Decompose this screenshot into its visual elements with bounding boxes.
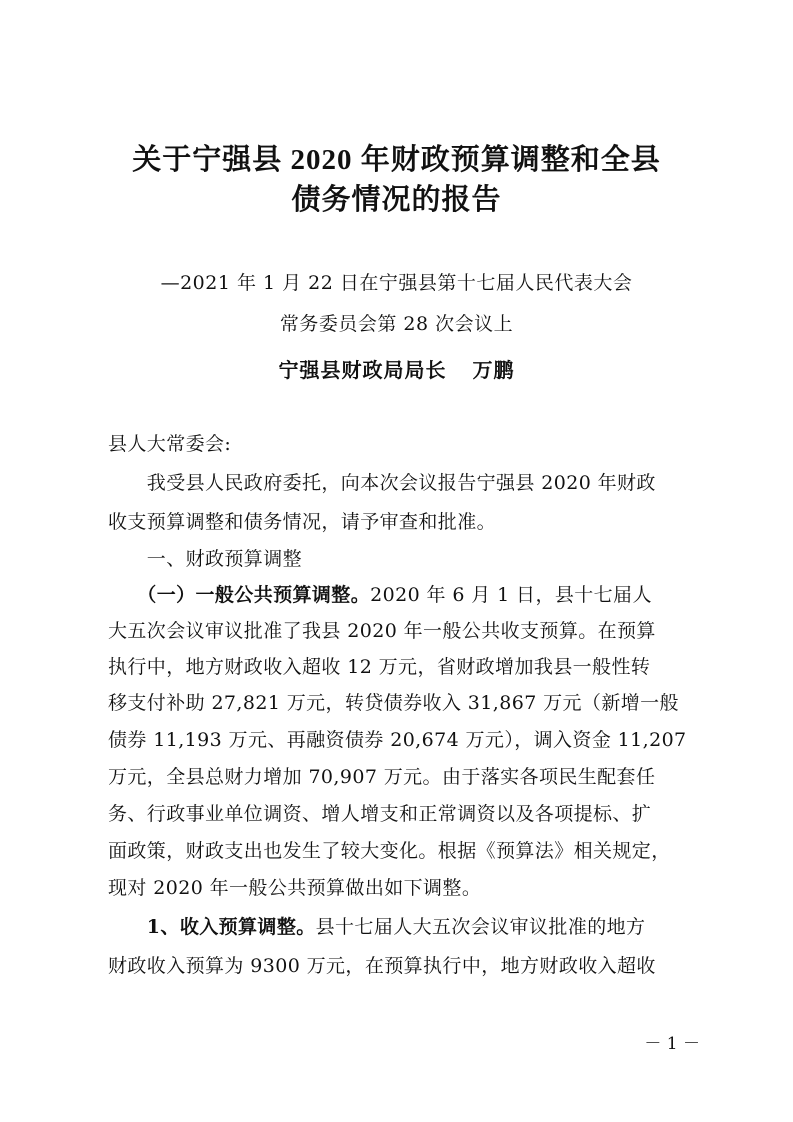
paragraph-line bbox=[108, 912, 698, 942]
paragraph-text: 2020 年 6 月 1 日，县十七届人 bbox=[370, 584, 652, 606]
paragraph-line: 移支付补助 27,821 万元，转贷债券收入 31,867 万元（新增一般 bbox=[108, 692, 679, 714]
paragraph-line: 执行中，地方财政收入超收 12 万元，省财政增加我县一般性转 bbox=[108, 656, 651, 678]
author-line bbox=[0, 355, 793, 385]
paragraph-line bbox=[108, 580, 698, 610]
salutation: 县人大常委会: bbox=[108, 433, 232, 455]
author-role: 宁强县财政局局长 bbox=[278, 358, 447, 382]
report-title-line-1: 关于宁强县 2020 年财政预算调整和全县 bbox=[132, 144, 661, 176]
intro-line: 我受县人民政府委托，向本次会议报告宁强县 2020 年财政 bbox=[108, 472, 656, 494]
meeting-subtitle-line-2: 常务委员会第 28 次会议上 bbox=[279, 313, 514, 335]
paragraph-line: 务、行政事业单位调资、增人增支和正常调资以及各项提标、扩 bbox=[108, 803, 652, 825]
subsection-heading: （一）一般公共预算调整。 bbox=[108, 584, 371, 606]
paragraph-line: 面政策，财政支出也发生了较大变化。根据《预算法》相关规定， bbox=[108, 840, 671, 862]
paragraph-line: 现对 2020 年一般公共预算做出如下调整。 bbox=[108, 877, 482, 899]
paragraph-line: 万元，全县总财力增加 70,907 万元。由于落实各项民生配套任 bbox=[108, 766, 656, 788]
meeting-subtitle-line-1: —2021 年 1 月 22 日在宁强县第十七届人民代表大会 bbox=[160, 272, 633, 294]
report-title-line-2: 债务情况的报告 bbox=[291, 184, 502, 216]
intro-line: 收支预算调整和债务情况，请予审查和批准。 bbox=[108, 511, 497, 533]
paragraph-line: 债券 11,193 万元、再融资债券 20,674 万元），调入资金 11,207 bbox=[108, 729, 687, 751]
page-number: － 1 － bbox=[644, 1034, 700, 1054]
paragraph-line: 大五次会议审议批准了我县 2020 年一般公共收支预算。在预算 bbox=[108, 620, 656, 642]
author-name: 万鹏 bbox=[472, 358, 515, 382]
paragraph-text: 县十七届人大五次会议审议批准的地方 bbox=[315, 916, 646, 938]
paragraph-line: 财政收入预算为 9300 万元，在预算执行中，地方财政收入超收 bbox=[108, 955, 656, 977]
section-heading: 一、财政预算调整 bbox=[108, 548, 303, 570]
subsection-heading: 1、收入预算调整。 bbox=[108, 916, 316, 938]
